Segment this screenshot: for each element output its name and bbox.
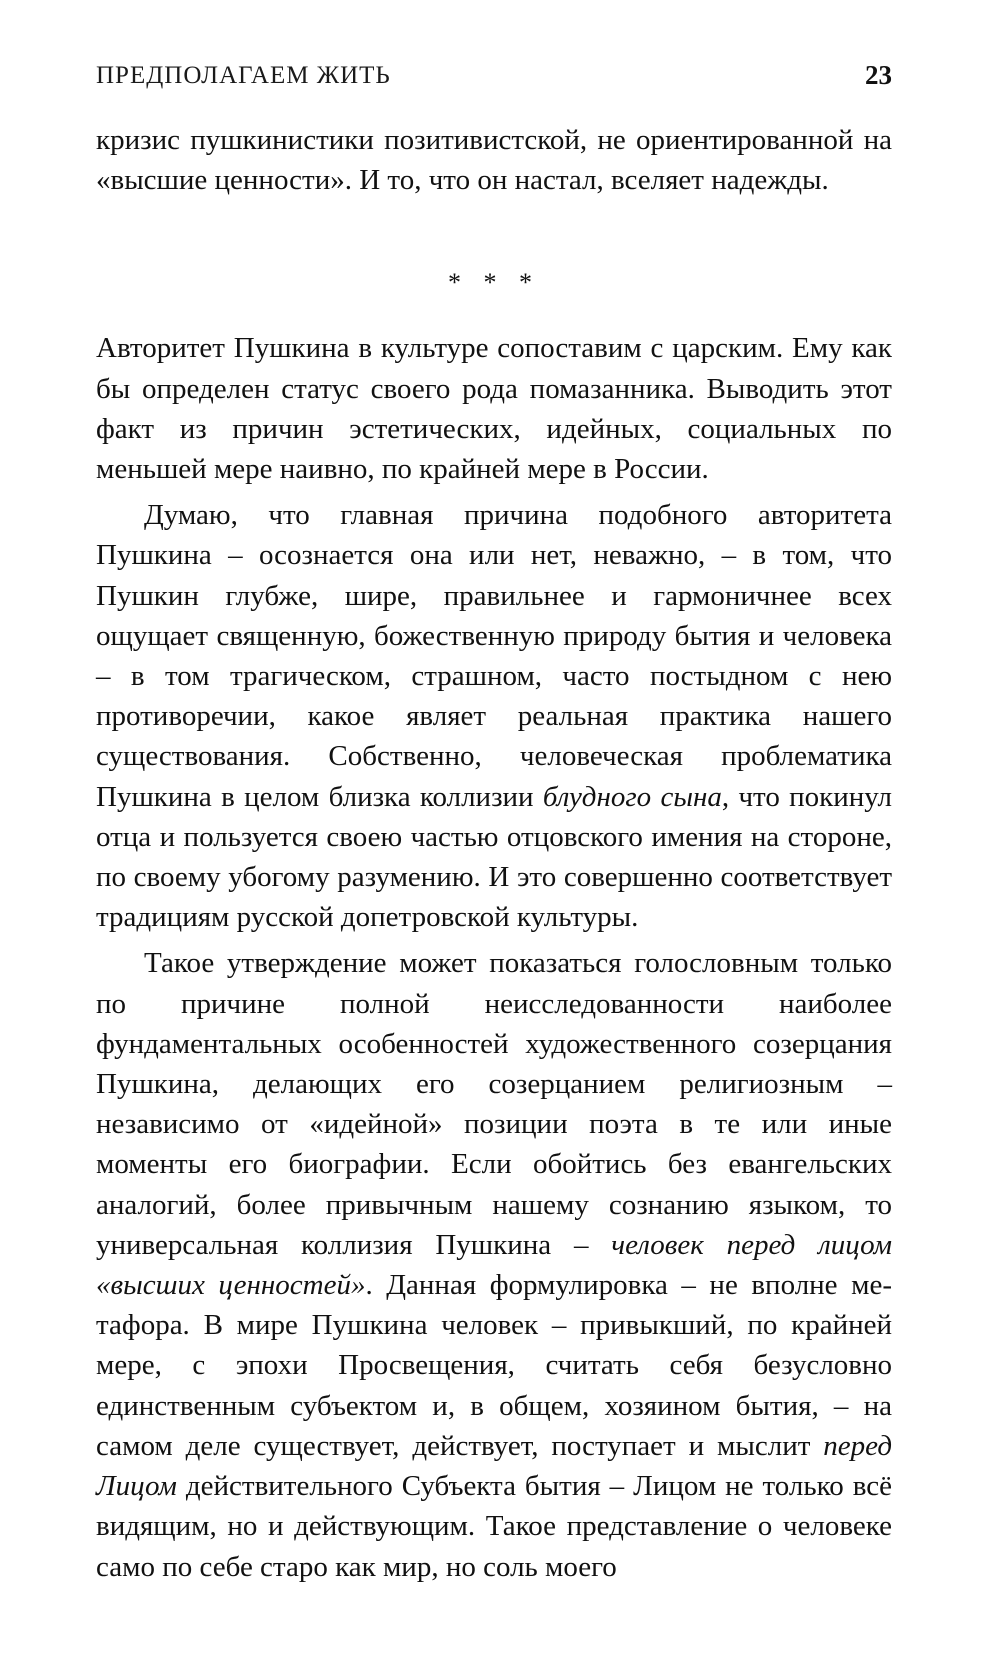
paragraph-text-segment: действительного Субъекта бытия – Лицом не только всё видящим, но и действующим. Такое представление о человеке само по себе старо как мир, но соль моего [96, 1470, 892, 1583]
paragraph-text-segment: Думаю, что главная причина подобного авторитета Пушкина – осознается она или нет, неважно, – в том, что Пушкин глубже, шире, правильнее и гармоничнее всех ощущает священную, божественную природу бытия и человека – в том трагическом, страшном, часто постыдном с нею противоречии, какое являет реальная практика нашего существования. Собственно, человеческая проблематика Пушкина в целом близка коллизии [96, 499, 892, 813]
paragraph-statement [96, 943, 892, 1586]
italic-phrase: перед Лицом [96, 1429, 892, 1503]
section-separator: * * * [448, 268, 540, 298]
paragraph-authority: Авторитет Пушкина в культуре сопоставим с царским. Ему как бы определен статус своего рода помазанника. Выводить этот факт из причин эстетических, идейных, социальных по меньшей мере наивно, по крайней мере в России. [96, 332, 892, 486]
paragraph-continuation: кризис пушкинистики позитивистской, не ориентированной на «высшие ценности». И то, что он настал, вселяет надежды. [96, 124, 892, 197]
paragraph-main-reason [96, 495, 892, 937]
running-head-title: ПРЕДПОЛАГАЕМ ЖИТЬ [96, 62, 391, 89]
italic-phrase: блудного сына [542, 780, 722, 813]
italic-phrase: человек перед лицом «высших ценностей» [96, 1228, 892, 1302]
paragraph-text-segment: Такое утверждение может показаться голословным только по причине полной неисследованности наиболее фундаментальных особенностей художественного созерцания Пушкина, делающих его созерцанием религиозным – независимо от «идейной» позиции поэта в те или иные моменты его биографии. Если обойтись без евангельских аналогий, более привычным нашему сознанию языком, то универсальная коллизия Пушкина – [96, 947, 892, 1261]
paragraph-text-segment: . Данная формулировка – не вполне метафора. В мире Пушкина человек – привыкший, по крайней мере, с эпохи Просвещения, считать себя безусловно единственным субъектом и, в общем, хозяином бытия, – на самом деле существует, действует, поступает и мыслит [96, 1269, 892, 1462]
paragraph-text-segment: , что покинул отца и пользуется своею частью отцовского имения на стороне, по своему убогому разумению. И это совершенно соответствует традициям русской допетровской культуры. [96, 780, 892, 934]
body-text [96, 120, 892, 1593]
page-number: 23 [865, 60, 892, 90]
